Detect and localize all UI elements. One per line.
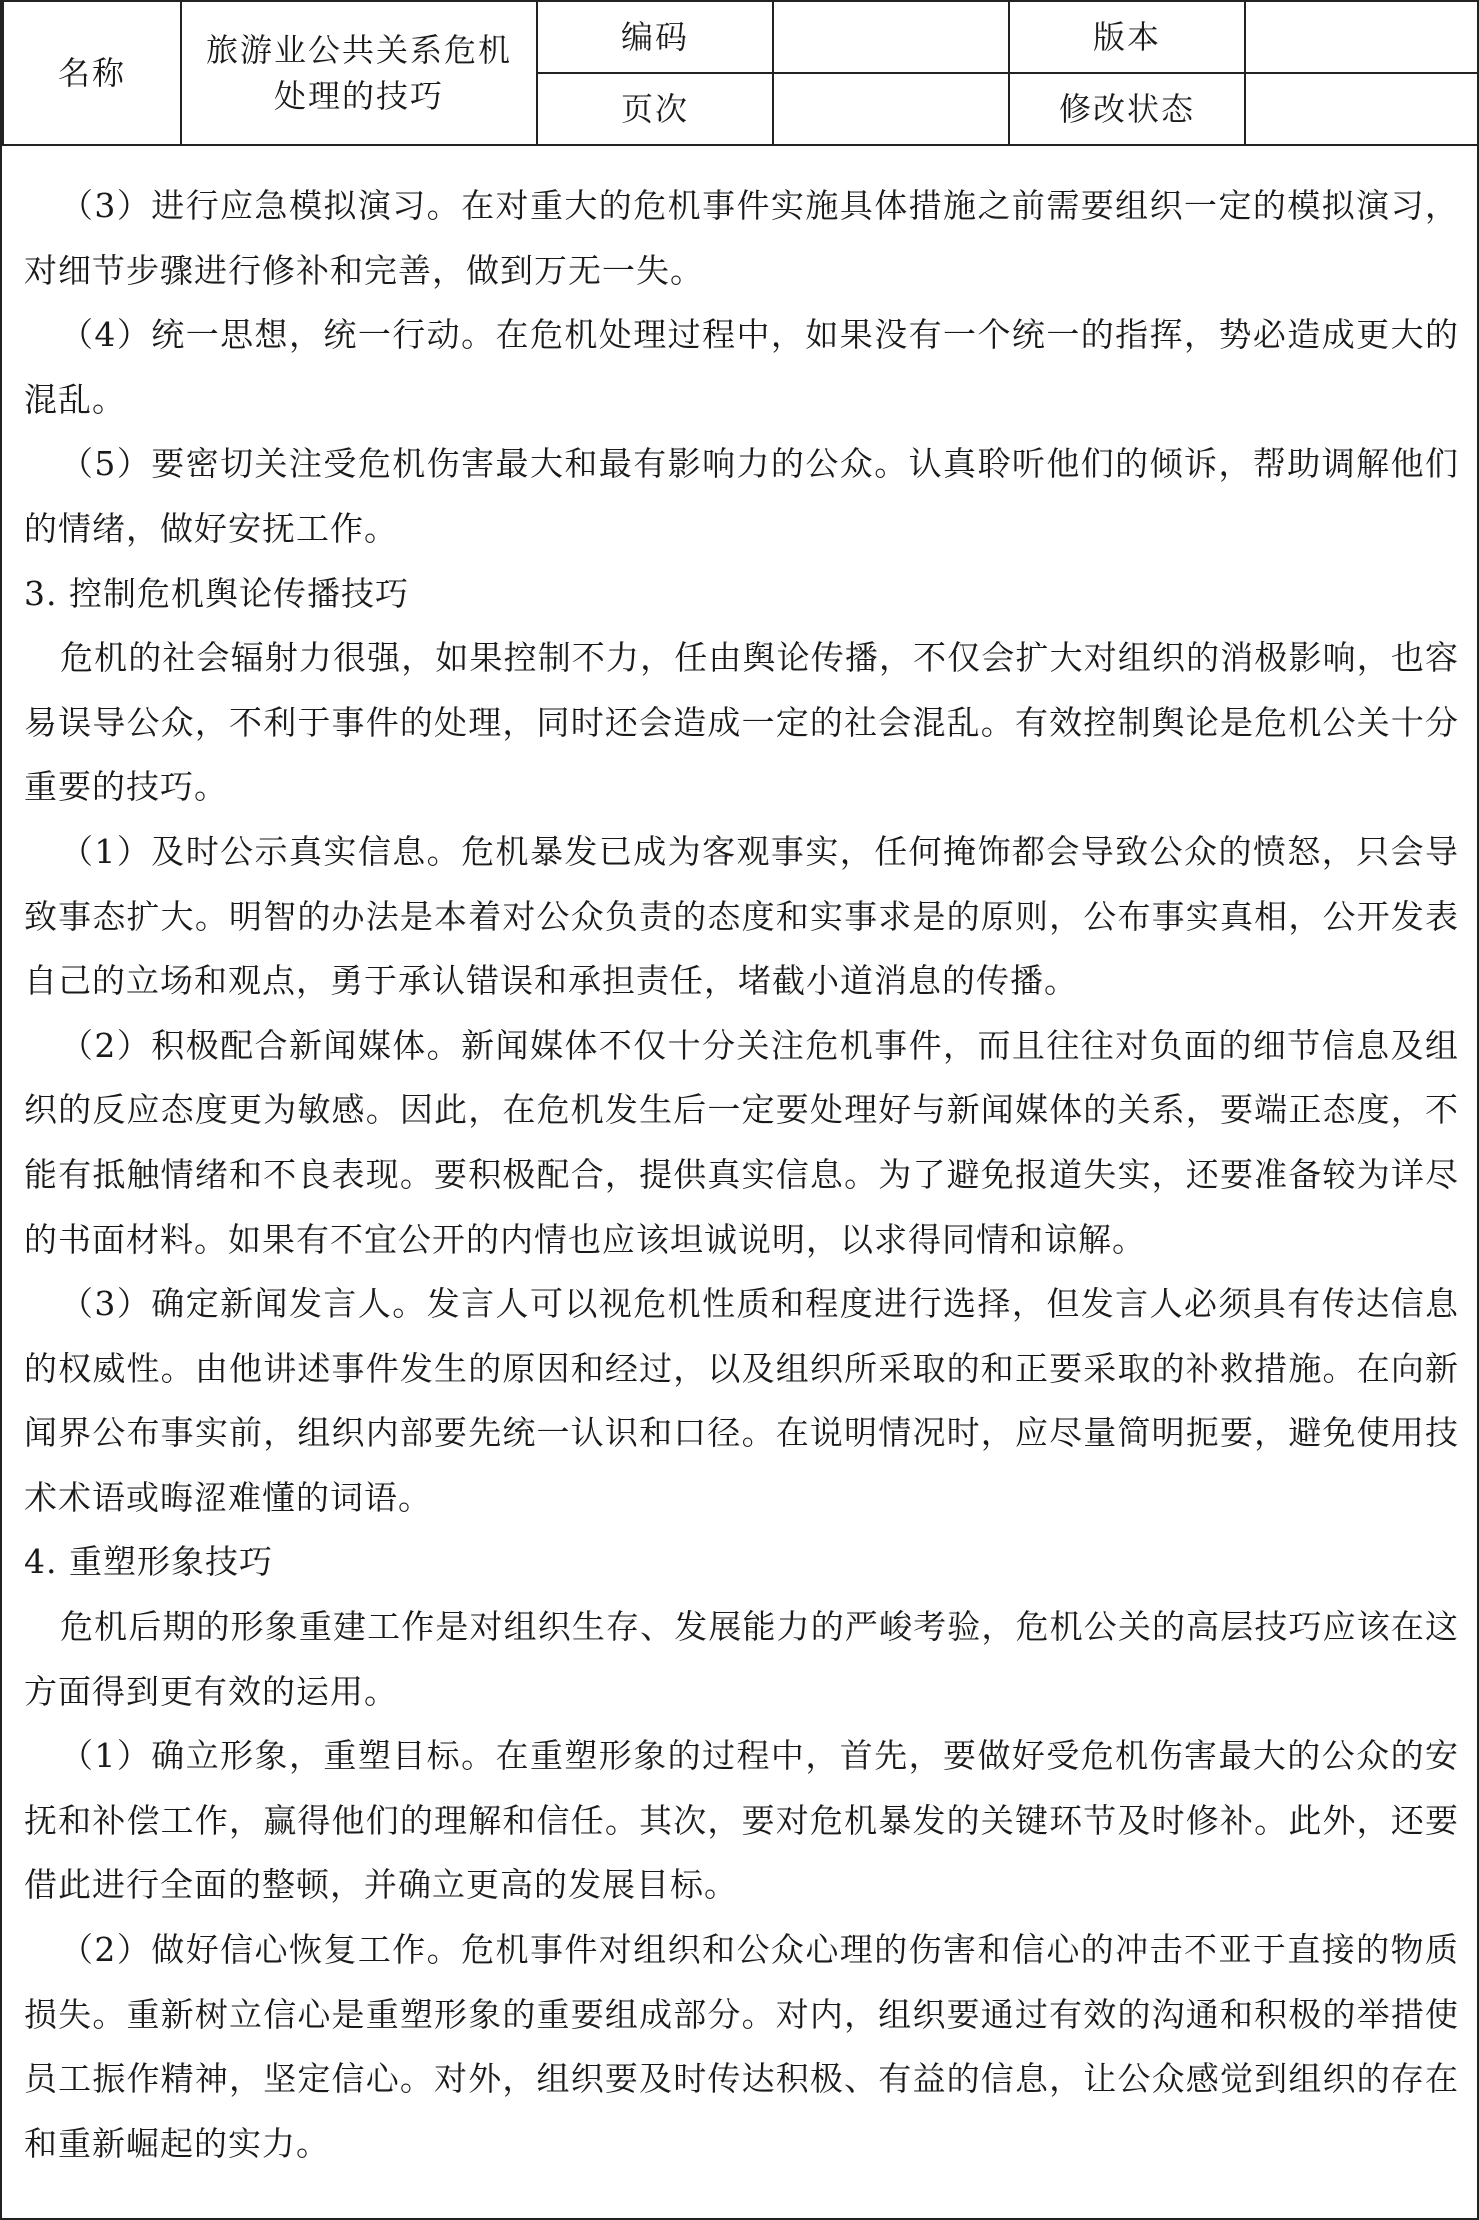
body-paragraph: 危机的社会辐射力很强，如果控制不力，任由舆论传播，不仅会扩大对组织的消极影响，也容易误导公众，不利于事件的处理，同时还会造成一定的社会混乱。有效控制舆论是危机公关十分重要的技巧。	[24, 638, 1459, 807]
body-paragraph: （3）进行应急模拟演习。在对重大的危机事件实施具体措施之前需要组织一定的模拟演习，对细节步骤进行修补和完善，做到万无一失。	[24, 186, 1459, 290]
body-paragraph: （3）确定新闻发言人。发言人可以视危机性质和程度进行选择，但发言人必须具有传达信息的权威性。由他讲述事件发生的原因和经过，以及组织所采取的和正要采取的补救措施。在向新闻界公布事实前，组织内部要先统一认识和口径。在说明情况时，应尽量简明扼要，避免使用技术术语或晦涩难懂的词语。	[24, 1284, 1459, 1517]
document-header-table	[2, 0, 1479, 146]
revision-value	[1245, 73, 1479, 145]
page-label: 页次	[537, 73, 773, 145]
name-label: 名称	[3, 1, 181, 145]
body-paragraph: （1）确立形象，重塑目标。在重塑形象的过程中，首先，要做好受危机伤害最大的公众的安抚和补偿工作，赢得他们的理解和信任。其次，要对危机暴发的关键环节及时修补。此外，还要借此进行全面的整顿，并确立更高的发展目标。	[24, 1736, 1459, 1905]
page-value	[773, 73, 1009, 145]
document-body	[24, 174, 1459, 2176]
body-paragraph: 危机后期的形象重建工作是对组织生存、发展能力的严峻考验，危机公关的高层技巧应该在这方面得到更有效的运用。	[24, 1607, 1459, 1711]
body-paragraph: （2）做好信心恢复工作。危机事件对组织和公众心理的伤害和信心的冲击不亚于直接的物质损失。重新树立信心是重塑形象的重要组成部分。对内，组织要通过有效的沟通和积极的举措使员工振作精神，坚定信心。对外，组织要及时传达积极、有益的信息，让公众感觉到组织的存在和重新崛起的实力。	[24, 1930, 1459, 2163]
version-label: 版本	[1009, 1, 1245, 73]
body-paragraph: （2）积极配合新闻媒体。新闻媒体不仅十分关注危机事件，而且往往对负面的细节信息及组织的反应态度更为敏感。因此，在危机发生后一定要处理好与新闻媒体的关系，要端正态度，不能有抵触情绪和不良表现。要积极配合，提供真实信息。为了避免报道失实，还要准备较为详尽的书面材料。如果有不宜公开的内情也应该坦诚说明，以求得同情和谅解。	[24, 1025, 1459, 1259]
body-paragraph: （5）要密切关注受危机伤害最大和最有影响力的公众。认真聆听他们的倾诉，帮助调解他们的情绪，做好安抚工作。	[24, 444, 1459, 548]
body-paragraph: （1）及时公示真实信息。危机暴发已成为客观事实，任何掩饰都会导致公众的愤怒，只会导致事态扩大。明智的办法是本着对公众负责的态度和实事求是的原则，公布事实真相，公开发表自己的立场和观点，勇于承认错误和承担责任，堵截小道消息的传播。	[24, 831, 1459, 1001]
document-title: 旅游业公共关系危机处理的技巧	[181, 1, 537, 145]
revision-label: 修改状态	[1009, 73, 1245, 145]
body-paragraph: （4）统一思想，统一行动。在危机处理过程中，如果没有一个统一的指挥，势必造成更大的混乱。	[24, 315, 1459, 419]
code-label: 编码	[537, 1, 773, 73]
section-heading: 4. 重塑形象技巧	[24, 1542, 273, 1582]
section-heading: 3. 控制危机舆论传播技巧	[24, 573, 409, 613]
version-value	[1245, 1, 1479, 73]
code-value	[773, 1, 1009, 73]
